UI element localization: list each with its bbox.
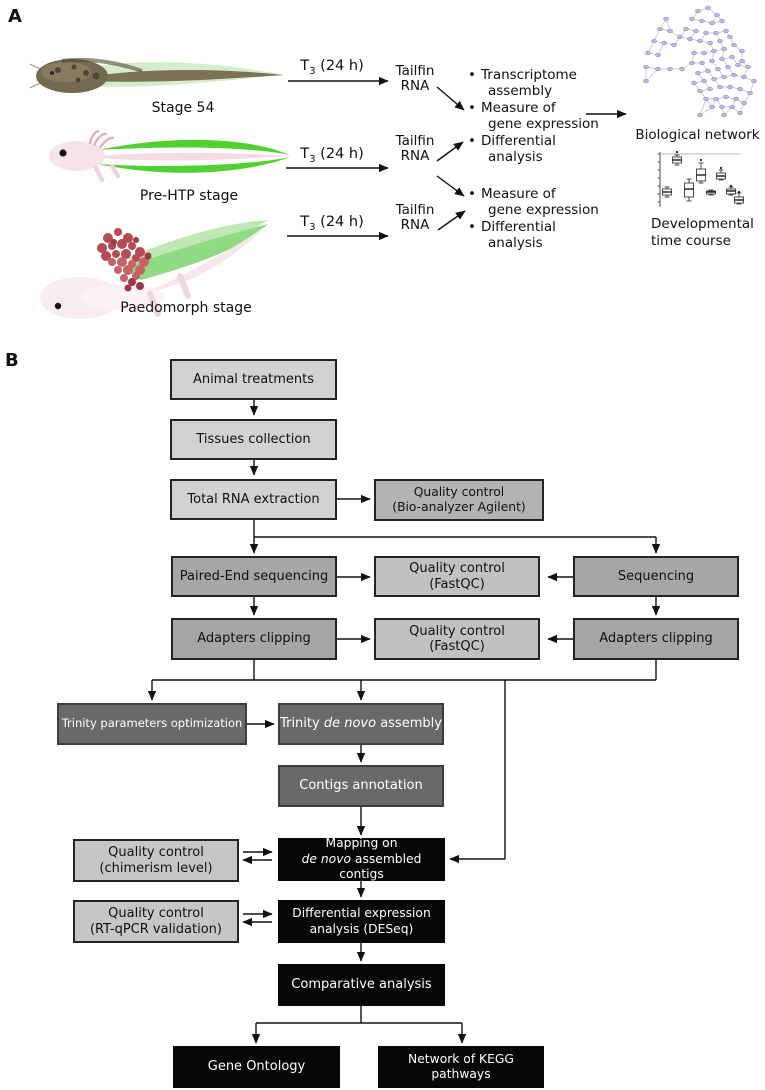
biological-network-caption: Biological network xyxy=(635,127,760,143)
flow-box-gene-ontology: Gene Ontology xyxy=(173,1046,340,1088)
flow-box-comparative-analysis: Comparative analysis xyxy=(278,964,445,1006)
analysis-step: • Differential analysis xyxy=(468,219,556,251)
tailfin-rna-label-1: Tailfin RNA xyxy=(395,63,435,94)
flow-box-qc-rtqpcr: Quality control (RT-qPCR validation) xyxy=(73,900,239,943)
flow-box-contigs-annotation: Contigs annotation xyxy=(278,765,444,807)
flow-box-paired-end-sequencing: Paired-End sequencing xyxy=(171,556,337,597)
biological-network-thumbnail xyxy=(636,3,763,125)
t3-treatment-label-2: $T_3$ (24 h) xyxy=(300,146,364,165)
flow-box-tissues-collection: Tissues collection xyxy=(170,419,337,460)
panel-a-label: A xyxy=(8,6,22,27)
pre-htp-animal-illustration xyxy=(46,122,296,192)
flow-box-qc-fastqc-1: Quality control (FastQC) xyxy=(374,556,540,597)
time-course-boxplot-thumbnail xyxy=(650,149,744,213)
tailfin-rna-label-2: Tailfin RNA xyxy=(395,133,435,164)
flow-box-mapping: Mapping on de novo assembled contigs xyxy=(278,838,445,881)
flow-box-trinity-assembly: Trinity de novo assembly xyxy=(278,703,444,745)
flow-box-adapters-clipping-left: Adapters clipping xyxy=(171,618,337,660)
flow-box-qc-chimerism: Quality control (chimerism level) xyxy=(73,839,239,882)
pre-htp-caption: Pre-HTP stage xyxy=(139,188,239,204)
analysis-step: • Transcriptome assembly xyxy=(468,67,577,99)
flow-box-deseq: Differential expression analysis (DESeq) xyxy=(278,900,445,943)
flow-box-kegg-network: Network of KEGG pathways xyxy=(378,1046,544,1088)
analysis-step: • Measure of gene expression xyxy=(468,186,599,218)
analysis-step: • Differential analysis xyxy=(468,133,556,165)
t3-treatment-label-3: $T_3$ (24 h) xyxy=(300,214,364,233)
tailfin-rna-label-3: Tailfin RNA xyxy=(395,202,435,233)
flow-box-animal-treatments: Animal treatments xyxy=(170,359,337,400)
flow-box-qc-bioanalyzer: Quality control (Bio-analyzer Agilent) xyxy=(374,479,544,521)
analysis-step: • Measure of gene expression xyxy=(468,100,599,132)
flow-box-sequencing: Sequencing xyxy=(573,556,739,597)
time-course-caption: Developmental time course xyxy=(651,216,754,249)
paedomorph-caption: Paedomorph stage xyxy=(120,300,252,316)
analysis-steps-group-1 xyxy=(468,67,599,166)
flow-box-adapters-clipping-right: Adapters clipping xyxy=(573,618,739,660)
stage54-animal-illustration xyxy=(28,46,294,108)
flow-box-total-rna-extraction: Total RNA extraction xyxy=(170,479,337,520)
flow-box-qc-fastqc-2: Quality control (FastQC) xyxy=(374,618,540,660)
flow-box-trinity-parameters: Trinity parameters optimization xyxy=(57,703,247,745)
analysis-steps-group-2 xyxy=(468,186,599,252)
stage54-caption: Stage 54 xyxy=(151,100,215,116)
t3-treatment-label-1: $T_3$ (24 h) xyxy=(300,58,364,77)
panel-b-label: B xyxy=(5,350,19,371)
